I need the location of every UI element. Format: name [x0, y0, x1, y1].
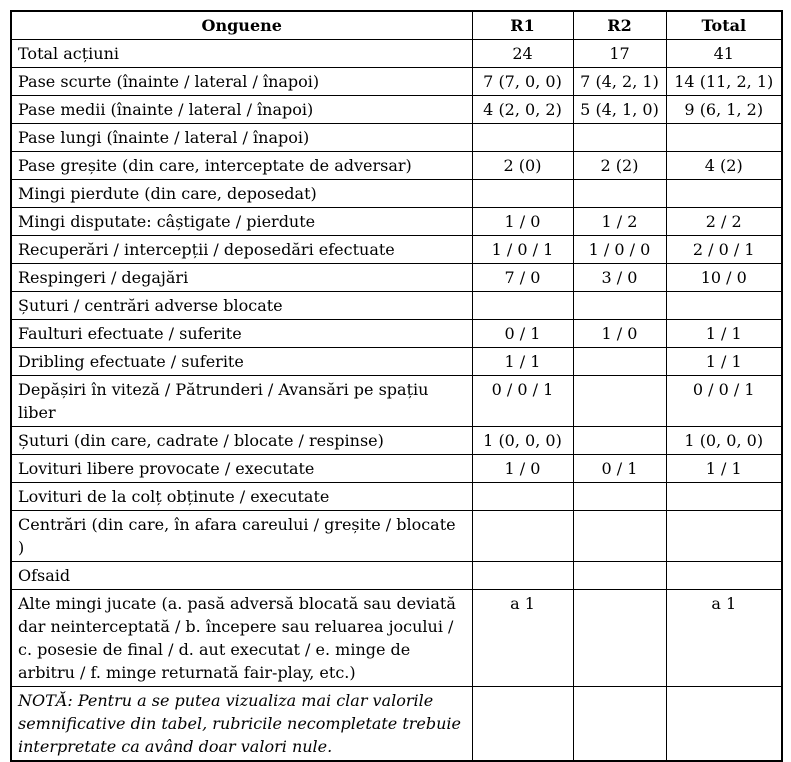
table-row [11, 483, 782, 511]
row-r2 [573, 348, 666, 376]
table-row [11, 511, 782, 562]
row-r1: 7 (7, 0, 0) [472, 68, 573, 96]
row-r2: 1 / 2 [573, 208, 666, 236]
stats-table [10, 10, 783, 762]
row-r1: 7 / 0 [472, 264, 573, 292]
row-total [666, 511, 782, 562]
row-r2 [573, 427, 666, 455]
row-label: Lovituri de la colț obținute / executate [11, 483, 472, 511]
row-label: Alte mingi jucate (a. pasă adversă blocată sau deviată dar neinterceptată / b. începere sau reluarea jocului / c. posesie de final / d. aut executat / e. minge de arbitru / f. minge returnată fair-play, etc.) [11, 590, 472, 687]
row-r1 [472, 180, 573, 208]
row-r1: 0 / 0 / 1 [472, 376, 573, 427]
row-r2: 1 / 0 [573, 320, 666, 348]
table-row [11, 562, 782, 590]
note-empty-cell [573, 687, 666, 762]
row-label: Șuturi (din care, cadrate / blocate / respinse) [11, 427, 472, 455]
table-row [11, 180, 782, 208]
row-r2 [573, 180, 666, 208]
row-total: 14 (11, 2, 1) [666, 68, 782, 96]
row-r1: 0 / 1 [472, 320, 573, 348]
row-r1 [472, 292, 573, 320]
row-r2 [573, 124, 666, 152]
table-row [11, 124, 782, 152]
table-row [11, 427, 782, 455]
row-r1: 1 / 0 [472, 455, 573, 483]
table-row [11, 320, 782, 348]
table-row [11, 208, 782, 236]
row-r2: 0 / 1 [573, 455, 666, 483]
table-row [11, 264, 782, 292]
table-row [11, 236, 782, 264]
row-total: 1 / 1 [666, 320, 782, 348]
row-r2 [573, 376, 666, 427]
row-label: Lovituri libere provocate / executate [11, 455, 472, 483]
row-total: 0 / 0 / 1 [666, 376, 782, 427]
row-r1: a 1 [472, 590, 573, 687]
row-r1: 1 / 0 [472, 208, 573, 236]
row-r2: 17 [573, 40, 666, 68]
row-label: Total acțiuni [11, 40, 472, 68]
row-r1 [472, 483, 573, 511]
row-r1 [472, 511, 573, 562]
row-total [666, 483, 782, 511]
table-row [11, 152, 782, 180]
row-r2 [573, 590, 666, 687]
row-label: Dribling efectuate / suferite [11, 348, 472, 376]
row-label: Ofsaid [11, 562, 472, 590]
row-r1: 24 [472, 40, 573, 68]
row-label: Pase lungi (înainte / lateral / înapoi) [11, 124, 472, 152]
row-label: Mingi pierdute (din care, deposedat) [11, 180, 472, 208]
row-total: 10 / 0 [666, 264, 782, 292]
row-r1: 2 (0) [472, 152, 573, 180]
header-total: Total [666, 11, 782, 40]
row-total: 2 / 2 [666, 208, 782, 236]
note-empty-cell [472, 687, 573, 762]
header-r1: R1 [472, 11, 573, 40]
row-total [666, 562, 782, 590]
row-label: Pase greșite (din care, interceptate de adversar) [11, 152, 472, 180]
header-r2: R2 [573, 11, 666, 40]
row-label: Depășiri în viteză / Pătrunderi / Avansări pe spațiu liber [11, 376, 472, 427]
table-row [11, 590, 782, 687]
row-total: 9 (6, 1, 2) [666, 96, 782, 124]
table-row [11, 40, 782, 68]
row-total: 2 / 0 / 1 [666, 236, 782, 264]
header-row [11, 11, 782, 40]
row-label: Șuturi / centrări adverse blocate [11, 292, 472, 320]
row-r2: 5 (4, 1, 0) [573, 96, 666, 124]
row-total: a 1 [666, 590, 782, 687]
row-label: Centrări (din care, în afara careului / greșite / blocate ) [11, 511, 472, 562]
row-r2: 2 (2) [573, 152, 666, 180]
table-row [11, 68, 782, 96]
row-label: Recuperări / intercepții / deposedări efectuate [11, 236, 472, 264]
row-total: 1 / 1 [666, 455, 782, 483]
note-text: NOTĂ: Pentru a se putea vizualiza mai clar valorile semnificative din tabel, rubricile necompletate trebuie interpretate ca având doar valori nule. [11, 687, 472, 762]
table-row [11, 96, 782, 124]
row-r1 [472, 562, 573, 590]
row-r1: 1 / 0 / 1 [472, 236, 573, 264]
row-r2: 7 (4, 2, 1) [573, 68, 666, 96]
row-r1: 1 (0, 0, 0) [472, 427, 573, 455]
row-r2: 3 / 0 [573, 264, 666, 292]
row-r2 [573, 511, 666, 562]
row-r1: 1 / 1 [472, 348, 573, 376]
row-label: Respingeri / degajări [11, 264, 472, 292]
row-label: Mingi disputate: câștigate / pierdute [11, 208, 472, 236]
note-empty-cell [666, 687, 782, 762]
row-r2 [573, 292, 666, 320]
row-total [666, 180, 782, 208]
row-r1: 4 (2, 0, 2) [472, 96, 573, 124]
row-r2 [573, 483, 666, 511]
row-total [666, 124, 782, 152]
row-r2 [573, 562, 666, 590]
row-label: Pase medii (înainte / lateral / înapoi) [11, 96, 472, 124]
row-total: 1 / 1 [666, 348, 782, 376]
note-row [11, 687, 782, 762]
row-total: 41 [666, 40, 782, 68]
row-total: 1 (0, 0, 0) [666, 427, 782, 455]
table-row [11, 292, 782, 320]
row-r2: 1 / 0 / 0 [573, 236, 666, 264]
row-r1 [472, 124, 573, 152]
table-row [11, 376, 782, 427]
table-row [11, 348, 782, 376]
row-label: Pase scurte (înainte / lateral / înapoi) [11, 68, 472, 96]
row-label: Faulturi efectuate / suferite [11, 320, 472, 348]
table-row [11, 455, 782, 483]
row-total: 4 (2) [666, 152, 782, 180]
header-player: Onguene [11, 11, 472, 40]
row-total [666, 292, 782, 320]
